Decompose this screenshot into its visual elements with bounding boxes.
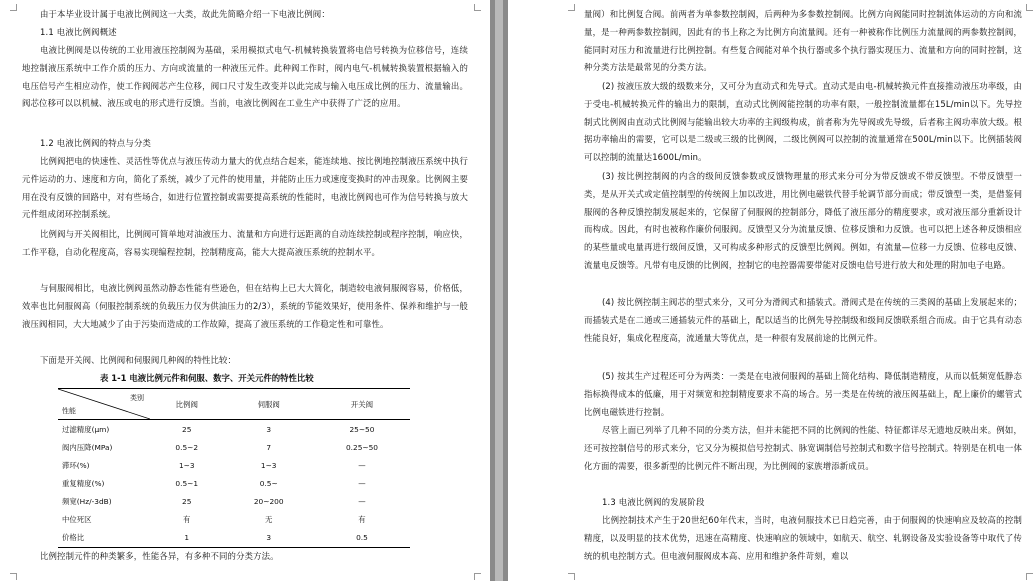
paragraph: 由于本毕业设计属于电液比例阀这一大类，故此先简略介绍一下电液比例阀： [40, 9, 330, 19]
header-property: 性能 [62, 407, 76, 415]
section-heading: 1.3 电液比例阀的发展阶段 [602, 497, 705, 507]
paragraph: 比例控制技术产生于20世纪60年代末，当时，电液伺服技术已日趋完善，由于伺服阀的快速响应及较高的控制精度，以及明显的技术优势，迅速在高精度、快速响应的领域中，如航天、航空、轧钢设备及实验设备等中取代了传统的机电控制方式。但电液伺服阀成本高、应用和维护条件苛刻，难以 [584, 515, 1022, 561]
crop-mark [474, 4, 481, 11]
section-heading: 1.1 电液比例阀概述 [40, 27, 117, 37]
table-cell: 25~50 [349, 424, 375, 434]
table-cell: 25 [182, 424, 192, 434]
row-label: 频宽(Hz/-3dB) [62, 496, 112, 506]
paragraph: 与伺服阀相比，电液比例阀虽然动静态性能有些逊色，但在结构上已大大简化，制造较电液伺服阀容易，价格低，效率也比伺服阀高（伺服控制系统的负载压力仅为供油压力的2/3），系统的节能效果好，使用条件、保养和维护与一般液压阀相同，大大地减少了由于污染而造成的工作故障，提高了液压系统的工作稳定性和可靠性。 [22, 283, 468, 329]
table-cell: 25 [182, 496, 192, 506]
row-label: 中位死区 [62, 515, 92, 525]
table-caption: 表 1-1 电液比例元件和伺服、数字、开关元件的特性比较 [100, 373, 314, 383]
table-cell: 20~200 [253, 496, 284, 506]
crop-mark [1026, 573, 1033, 580]
section-heading: 1.2 电液比例阀的特点与分类 [40, 138, 152, 148]
crop-mark [10, 573, 17, 580]
table-cell: 0.5~ [259, 478, 278, 488]
table-cell: 7 [266, 442, 272, 452]
table-row [58, 420, 410, 439]
table-cell: — [358, 496, 366, 506]
diagonal-header-cell [58, 389, 150, 420]
paragraph: 下面是开关阀、比例阀和伺服阀几种阀的特性比较： [40, 355, 237, 365]
paragraph: (5) 按其生产过程还可分为两类：一类是在电液伺服阀的基础上简化结构、降低制造精度，从而以低频宽低静态指标换得成本的低廉，用于对频宽和控制精度要求不高的场合。另一类是在传统的液压阀基础上，配上廉价的螺管式比例电磁铁进行控制。 [584, 371, 1022, 417]
table-row [58, 456, 410, 474]
table-cell: 1~3 [260, 460, 277, 470]
paragraph: 比例阀把电的快速性、灵活性等优点与液压传动力量大的优点结合起来，能连续地、按比例地控制液压系统中执行元件运动的力、速度和方向，简化了系统，减少了元件的使用量，并能防止压力或速度变换时的冲击现象。比例阀主要用在没有反馈的回路中，对有些场合，如进行位置控制或需要提高系统的性能时，电液比例阀也可作为信号转换与放大元件组成闭环控制系统。 [22, 156, 468, 220]
document-page-left [0, 0, 490, 581]
table-cell: — [358, 460, 366, 470]
paragraph: (4) 按比例控制主阀芯的型式来分，又可分为滑阀式和插装式。滑阀式是在传统的三类阀的基础上发展起来的；而插装式是在二通或三通插装元件的基础上，配以适当的比例先导控制级和级间反馈联系组合而成。由于它具有动态性能良好，集成化程度高，流通量大等优点，是一种很有发展前途的比例元件。 [584, 297, 1022, 343]
table-cell: 0.5~2 [175, 442, 199, 452]
paragraph: 量阀）和比例复合阀。前两者为单参数控制阀，后两种为多参数控制阀。比例方向阀能同时控制流体运动的方向和流量，是一种两参数控制阀，因此有的书上称之为比例方向流量阀。还有一种被称作比例压力流量阀的两参数控制阀，能同时对压力和流量进行比例控制。有些复合阀能对单个执行器或多个执行器实现压力、流量和方向的同时控制，这种分类方法是最常见的分类方法。 [584, 9, 1022, 73]
document-page-right [508, 0, 1036, 581]
paragraph: 尽管上面已列举了几种不同的分类方法，但并未能把不同的比例阀的性能、特征都详尽无遗地反映出来。例如，还可按控制信号的形式来分，它又分为模拟信号控制式、脉宽调制信号控制式和数字信号控制式。特别是在机电一体化方面的需要，很多新型的比例元件不断出现，为比例阀的家族增添新成员。 [584, 425, 1022, 471]
column-header: 伺服阀 [224, 389, 314, 420]
header-category: 类别 [130, 394, 144, 402]
table-cell: 无 [265, 515, 273, 525]
table-cell: 3 [266, 424, 272, 434]
table-row [58, 492, 410, 510]
column-header: 比例阀 [150, 389, 224, 420]
table-row [58, 529, 410, 548]
table-cell: 有 [358, 515, 366, 525]
table-row [58, 510, 410, 528]
paragraph: 电液比例阀是以传统的工业用液压控制阀为基础，采用模拟式电气-机械转换装置将电信号转换为位移信号，连续地控制液压系统中工作介质的压力、方向或流量的一种液压元件。此种阀工作时，阀内电气-机械转换装置根据输入的电压信号产生相应动作，使工作阀阀芯产生位移，阀口尺寸发生改变并以此完成与输入电压成比例的压力、流量输出。阀芯位移可以以机械、液压或电的形式进行反馈。当前，电液比例阀在工业生产中获得了广泛的应用。 [22, 45, 468, 109]
table-row [58, 438, 410, 456]
comparison-table [58, 388, 410, 548]
row-label: 滞环(%) [62, 460, 90, 470]
paragraph: 比例阀与开关阀相比，比例阀可简单地对油液压力、流量和方向进行远距离的自动连续控制或程序控制，响应快，工作平稳，自动化程度高，容易实现编程控制，控制精度高，能大大提高液压系统的控制水平。 [22, 229, 468, 257]
paragraph: (3) 按比例控制阀的内含的级间反馈参数或反馈物理量的形式来分可分为带反馈或不带反馈型。不带反馈型一类，是从开关式或定值控制型的传统阀上加以改进，用比例电磁铁代替手轮调节部分而成；带反馈型一类，是借鉴伺服阀的各种反馈控制发展起来的，它保留了伺服阀的控制部分，降低了液压部分的精度要求，或对液压部分重新设计而构成。因此，有时也被称作廉价伺服阀。反馈型又分为流量反馈、位移反馈和力反馈。也可以把上述各种反馈相应的某些量或电量再进行级间反馈，又可构成多种形式的反馈型比例阀。例如，有流量—位移一力反馈、位移电反馈、流量电反馈等。凡带有电反馈的比例阀，控制它的电控器需要带能对反馈电信号进行放大和处理的附加电子电路。 [584, 171, 1022, 270]
crop-mark [568, 573, 575, 580]
table-cell: 0.5~1 [175, 478, 199, 488]
table-cell: 有 [183, 515, 191, 525]
table-row [58, 474, 410, 492]
table-cell: 3 [224, 529, 314, 548]
crop-mark [474, 573, 481, 580]
column-header: 开关阀 [314, 389, 410, 420]
table-cell: 0.25~50 [345, 442, 378, 452]
table-cell: 0.5 [314, 529, 410, 548]
paragraph: 比例控制元件的种类繁多，性能各异，有多种不同的分类方法。 [40, 551, 279, 561]
table-cell: — [358, 478, 366, 488]
row-label: 重复精度(%) [62, 478, 105, 488]
crop-mark [1026, 4, 1033, 11]
row-label: 过滤精度(μm) [62, 424, 110, 434]
table-cell: 1 [150, 529, 224, 548]
vertical-scrollbar[interactable] [495, 0, 503, 581]
crop-mark [568, 4, 575, 11]
row-label: 价格比 [58, 529, 150, 548]
paragraph: (2) 按液压放大级的级数来分，又可分为直动式和先导式。直动式是由电-机械转换元件直接推动液压功率级，由于受电-机械转换元件的输出力的限制，直动式比例阀能控制的功率有限，一般控制流量都在15L/min以下。先导控制式比例阀由直动式比例阀与能输出较大功率的主阀级构成，前者称为先导阀或先导级，后者称主阀功率放大级。根据功率输出的需要，它可以是二级或三级的比例阀，二级比例阀可以控制的流量通常在500L/min以下。比例插装阀可以控制的流量达1600L/min。 [584, 81, 1022, 163]
crop-mark [10, 4, 17, 11]
table-cell: 1~3 [178, 460, 195, 470]
row-label: 阀内压降(MPa) [62, 442, 113, 452]
